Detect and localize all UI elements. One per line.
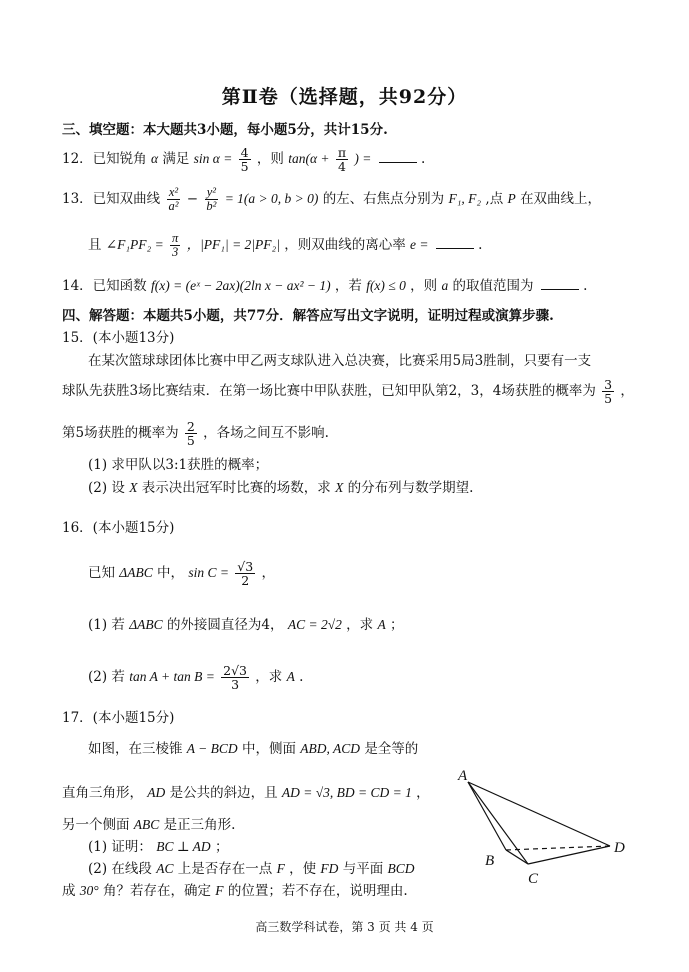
- q17-l2-pre: 直角三角形，: [62, 785, 143, 801]
- q15-l2-end: ，: [620, 383, 634, 400]
- q15-f1-den: 5: [604, 391, 613, 407]
- q15-prob-fraction2: [185, 420, 197, 447]
- q15-prob-fraction1: [602, 378, 614, 405]
- q17-s2-mid2: ，使: [289, 861, 317, 877]
- q14-prefix: 14．已知函数: [62, 278, 147, 294]
- q17-l2-mid: 是公共的斜边，且: [169, 785, 278, 801]
- q16-s2-fraction: [221, 664, 249, 691]
- q12-den: 5: [240, 159, 249, 175]
- section4-header: 四、解答题：本题共5小题，共77分．解答应写出文字说明，证明过程或演算步骤.: [62, 308, 554, 324]
- q17-l1-pyramid: A − BCD: [186, 741, 238, 756]
- q16-triangle: ΔABC: [119, 565, 153, 581]
- q13-end: .: [478, 237, 483, 254]
- edge-ac: [468, 782, 528, 864]
- q17-sub2: [88, 862, 415, 877]
- q17-title: 17．(本小题15分): [62, 710, 175, 726]
- q13-p: P: [507, 191, 516, 207]
- q16-line1: [88, 560, 275, 587]
- q12-pi: π: [337, 145, 347, 160]
- q14-a: a: [441, 278, 449, 293]
- q15-f2-num: 2: [186, 419, 195, 434]
- q17-l1-faces: ABD, ACD: [300, 741, 361, 756]
- q17-s2-bcd: BCD: [387, 861, 415, 876]
- q17-s2-mid: 上是否存在一点: [177, 861, 273, 877]
- q12-end: .: [420, 151, 426, 168]
- q13-text: 的左、右焦点分别为: [322, 191, 445, 208]
- q12-num: 4: [240, 145, 249, 160]
- q17-s1-end: ；: [214, 839, 229, 855]
- q13-x2: x²: [168, 185, 179, 199]
- q13-three: 3: [172, 245, 179, 260]
- q16-sub2: [88, 664, 303, 691]
- q17-sub1: [88, 840, 228, 855]
- q16-s1-mid: 的外接圆直径为4，: [166, 617, 284, 633]
- q16-s2-den: 3: [231, 677, 240, 693]
- q15-s2-end: 的分布列与数学期望.: [347, 480, 474, 496]
- q17-l5-end: 的位置；若不存在，说明理由.: [227, 883, 408, 899]
- q16-sub1: [88, 618, 404, 633]
- q16-s1-end: ；: [390, 617, 404, 633]
- q12-answer-blank: [379, 161, 417, 163]
- q17-s2-mid3: 与平面: [342, 861, 384, 877]
- q16-s1-pre: (1) 若: [88, 617, 125, 633]
- q13-minus: −: [186, 191, 199, 208]
- q15-l2-text: 球队先获胜3场比赛结束．在第一场比赛中甲队获胜，已知甲队第2，3，4场获胜的概率为: [62, 383, 596, 400]
- q14-function: f(x) = (eˣ − 2ax)(2ln x − ax² − 1): [150, 278, 331, 293]
- q17-s2-ac: AC: [156, 861, 174, 876]
- q13-e: e =: [410, 237, 429, 253]
- q17-l2-equation: AD = √3, BD = CD = 1: [281, 785, 412, 800]
- q16-s2-num: 2√3: [223, 663, 247, 678]
- q17-l5-f: F: [215, 883, 224, 898]
- q17-l2-end: ，: [416, 785, 430, 801]
- q15-s2-pre: (2) 设: [88, 480, 125, 496]
- q12-close: ) =: [354, 151, 372, 167]
- q17-line3: [62, 818, 235, 833]
- q16-l1-pre: 已知: [88, 565, 115, 582]
- vertex-label-d: D: [614, 840, 625, 856]
- q13-pi-fraction: [170, 232, 180, 259]
- q13-y-fraction: [204, 186, 218, 213]
- q16-s2-end: .: [299, 669, 304, 686]
- page-title: 第Ⅱ卷（选择题，共92分）: [221, 86, 468, 108]
- vertex-label-b: B: [485, 853, 495, 869]
- q14-condition: f(x) ≤ 0: [366, 278, 406, 293]
- q12-four: 4: [337, 159, 346, 175]
- question-13-line2: [88, 232, 482, 259]
- q17-s2-f: F: [276, 861, 285, 876]
- q16-s2-a: A: [286, 669, 295, 685]
- q12-sin: sin α =: [193, 151, 233, 167]
- q14-mid2: ，则: [410, 278, 438, 294]
- q17-l5-mid: 角？若存在，确定: [103, 883, 211, 899]
- question-12: [62, 146, 425, 173]
- q13-condition: ，|PF₁| = 2|PF₂|: [186, 237, 280, 253]
- q17-s2-pre: (2) 在线段: [88, 861, 152, 877]
- vertex-label-a: A: [458, 768, 468, 784]
- pyramid-figure: [448, 766, 638, 888]
- q12-tan: tan(α +: [288, 151, 330, 167]
- q12-alpha: α: [150, 151, 159, 167]
- section3-header: 三、填空题：本大题共3小题，每小题5分，共计15分.: [62, 122, 388, 138]
- edge-cd: [528, 846, 610, 864]
- q16-num: √3: [237, 559, 254, 574]
- q17-l3-end: 是正三角形.: [163, 817, 236, 833]
- q16-l1-mid: 中，: [157, 565, 185, 582]
- q12-pi-fraction: [336, 146, 348, 173]
- question-14: [62, 279, 587, 294]
- q17-l5-pre: 成: [62, 883, 76, 899]
- q16-s2-equation: tan A + tan B =: [129, 669, 215, 685]
- q14-dot: .: [583, 278, 588, 294]
- q13-text2: ,点: [485, 191, 504, 208]
- q15-sub1: (1) 求甲队以3:1获胜的概率；: [88, 457, 269, 473]
- q12-prefix: 12．已知锐角: [62, 151, 147, 168]
- q13-l2-text: ，则双曲线的离心率: [284, 237, 406, 254]
- q13-x-fraction: [166, 186, 180, 213]
- q17-l1-mid: 中，侧面: [241, 741, 296, 757]
- q17-l1-end: 是全等的: [364, 741, 419, 757]
- q13-answer-blank: [436, 247, 474, 249]
- q16-title: 16．(本小题15分): [62, 520, 175, 536]
- q15-f1-num: 3: [604, 377, 613, 392]
- q15-line3: [62, 420, 329, 447]
- q15-sub2: [88, 481, 473, 496]
- q15-s2-x2: X: [335, 480, 344, 495]
- edge-ad: [468, 782, 610, 846]
- q17-l2-ad: AD: [147, 785, 166, 800]
- q15-s2-mid: 表示决出冠军时比赛的场数，求: [141, 480, 331, 496]
- q15-line1: 在某次篮球球团体比赛中甲乙两支球队进入总决赛，比赛采用5局3胜制，只要有一支: [88, 353, 592, 369]
- q16-sin-fraction: [235, 560, 255, 587]
- q17-l3-pre: 另一个侧面: [62, 817, 130, 833]
- q13-equation: = 1(a > 0, b > 0): [224, 191, 319, 207]
- q17-s1-pre: (1) 证明：: [88, 839, 152, 855]
- q16-s1-mid2: ，求: [346, 617, 374, 633]
- q13-pi: π: [172, 231, 179, 245]
- q14-answer-blank: [541, 288, 579, 290]
- q17-line1: [88, 742, 418, 757]
- q15-l3-text: 第5场获胜的概率为: [62, 425, 179, 442]
- vertex-label-c: C: [528, 871, 539, 887]
- q15-l3-end: ，各场之间互不影响.: [203, 425, 329, 442]
- q16-sin: sin C =: [188, 565, 229, 581]
- q16-s1-triangle: ΔABC: [129, 617, 163, 632]
- q13-text3: 在双曲线上，: [520, 191, 602, 208]
- q17-line2: [62, 786, 430, 801]
- q16-l1-end: ，: [261, 565, 275, 582]
- q13-a2: a²: [168, 199, 179, 214]
- q12-fraction: [239, 146, 251, 173]
- q15-s2-x: X: [129, 480, 138, 495]
- q13-foci: F₁, F₂: [448, 191, 482, 207]
- edge-ab: [468, 782, 506, 850]
- q16-s1-a: A: [377, 617, 386, 632]
- q13-y2: y²: [206, 185, 217, 199]
- q13-prefix: 13．已知双曲线: [62, 191, 161, 208]
- q14-mid: ，若: [334, 278, 362, 294]
- q17-s1-math: BC ⊥ AD: [156, 839, 211, 854]
- page-footer: 高三数学科试卷，第 3 页 共 4 页: [255, 920, 434, 934]
- q17-l3-abc: ABC: [133, 817, 160, 832]
- q16-s2-mid: ，求: [255, 669, 283, 686]
- q17-line5: [62, 884, 408, 899]
- q17-l5-deg: 30°: [79, 883, 99, 898]
- question-13-line1: [62, 186, 601, 213]
- q17-s2-fd: FD: [320, 861, 339, 876]
- q12-mid: 满足: [162, 151, 190, 168]
- q16-s2-pre: (2) 若: [88, 669, 125, 686]
- q13-angle: ∠F₁PF₂ =: [105, 237, 164, 253]
- q16-den: 2: [241, 573, 250, 589]
- q12-then: ，则: [256, 151, 284, 168]
- q13-l2-prefix: 且: [88, 237, 102, 254]
- edge-bc: [506, 850, 528, 864]
- q15-line2: [62, 378, 634, 405]
- q17-l1-pre: 如图，在三棱锥: [88, 741, 183, 757]
- q13-b2: b²: [206, 199, 217, 214]
- q15-f2-den: 5: [186, 433, 195, 449]
- q16-s1-ac: AC = 2√2: [287, 617, 342, 632]
- q15-title: 15．(本小题13分): [62, 330, 175, 346]
- q14-end: 的取值范围为: [452, 278, 534, 294]
